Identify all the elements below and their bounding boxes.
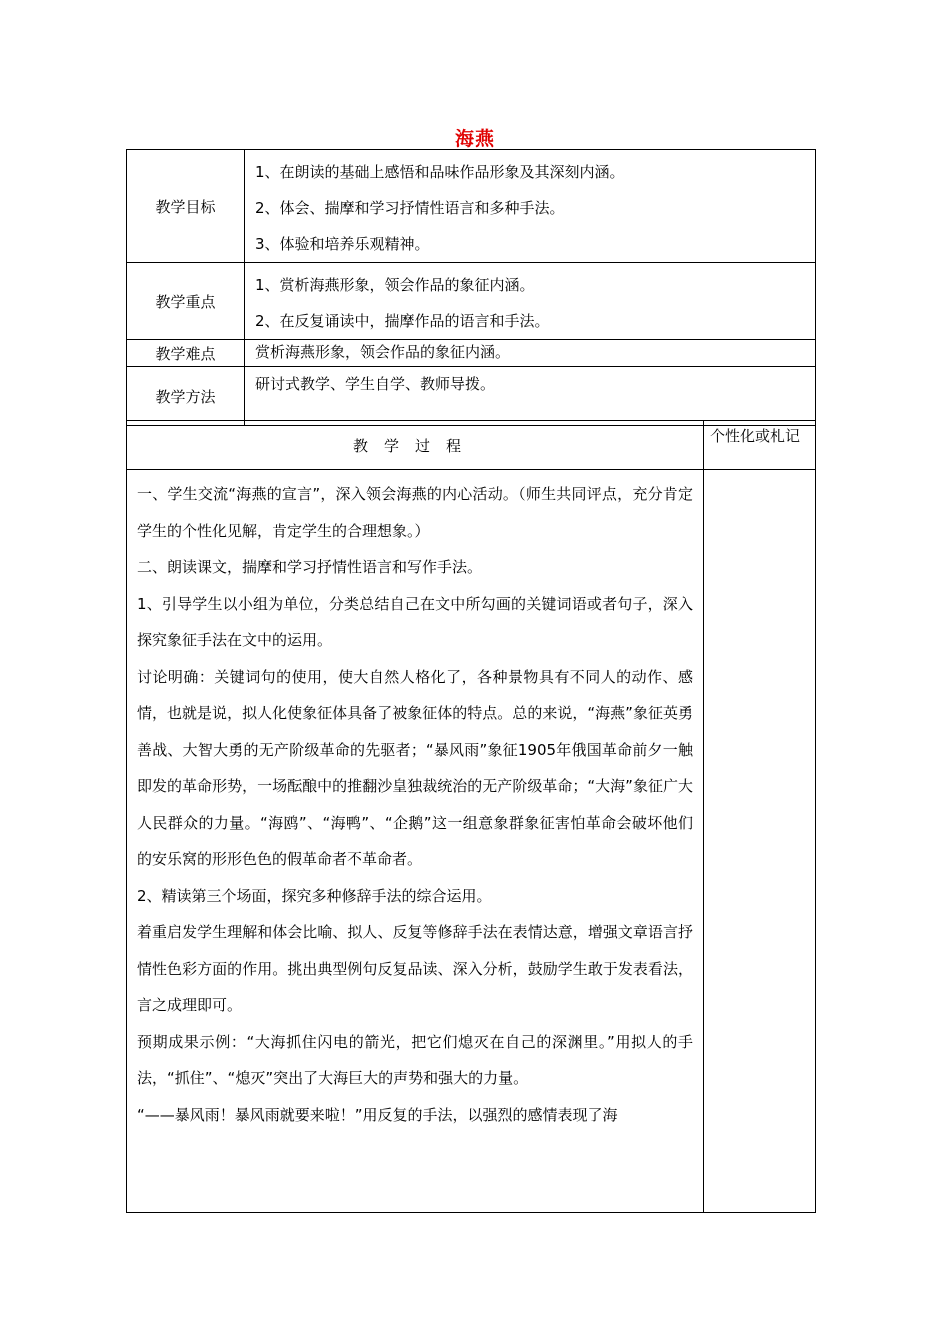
table-row [127, 470, 816, 1213]
process-body [127, 470, 704, 1213]
objective-line: 2、体会、揣摩和学习抒情性语言和多种手法。 [255, 199, 565, 217]
document-title: 海燕 [454, 128, 495, 150]
objective-line: 1、在朗读的基础上感悟和品味作品形象及其深刻内涵。 [255, 163, 625, 181]
process-paragraph: 一、学生交流“海燕的宣言”，深入领会海燕的内心活动。（师生共同评点，充分肯定学生的个性化见解，肯定学生的合理想象。） [137, 485, 693, 540]
table-row [127, 263, 816, 340]
notes-header: 个性化或札记 [704, 421, 816, 470]
process-paragraph: 讨论明确：关键词句的使用，使大自然人格化了，各种景物具有不同人的动作、感情，也就是说，拟人化使象征体具备了被象征体的特点。总的来说，“海燕”象征英勇善战、大智大勇的无产阶级革命的先驱者；“暴风雨”象征1905年俄国革命前夕一触即发的革命形势，一场酝酿中的推翻沙皇独裁统治的无产阶级革命；“大海”象征广大人民群众的力量。“海鸥”、“海鸭”、“企鹅”这一组意象群象征害怕革命会破坏他们的安乐窝的形形色色的假革命者不革命者。 [137, 667, 693, 868]
process-header: 教学过程 [127, 421, 704, 470]
process-paragraph: 2、精读第三个场面，探究多种修辞手法的综合运用。 [137, 886, 492, 905]
row-label-key-points: 教学重点 [127, 263, 245, 340]
process-paragraph: “——暴风雨！暴风雨就要来啦！”用反复的手法，以强烈的感情表现了海 [137, 1105, 618, 1124]
row-label-difficulties: 教学难点 [127, 340, 245, 367]
key-point-line: 1、赏析海燕形象，领会作品的象征内涵。 [255, 276, 535, 294]
objective-line: 3、体验和培养乐观精神。 [255, 235, 430, 253]
key-points-content [245, 263, 816, 340]
process-paragraph: 1、引导学生以小组为单位，分类总结自己在文中所勾画的关键词语或者句子，深入探究象征手法在文中的运用。 [137, 594, 693, 649]
table-row [127, 421, 816, 470]
process-paragraph: 二、朗读课文，揣摩和学习抒情性语言和写作手法。 [137, 558, 483, 576]
table-row [127, 340, 816, 367]
row-label-objectives: 教学目标 [127, 150, 245, 263]
process-paragraph: 着重启发学生理解和体会比喻、拟人、反复等修辞手法在表情达意，增强文章语言抒情性色彩方面的作用。挑出典型例句反复品读、深入分析，鼓励学生敢于发表看法，言之成理即可。 [137, 923, 693, 1014]
process-paragraph: 预期成果示例：“大海抓住闪电的箭光，把它们熄灭在自己的深渊里。”用拟人的手法，“抓住”、“熄灭”突出了大海巨大的声势和强大的力量。 [137, 1032, 693, 1087]
row-label-methods: 教学方法 [127, 367, 245, 426]
difficulties-content [245, 340, 816, 367]
table-row [127, 367, 816, 426]
method-line: 研讨式教学、学生自学、教师导拨。 [255, 375, 496, 393]
lesson-info-table [126, 149, 816, 426]
teaching-process-table [126, 420, 816, 1213]
difficulty-line: 赏析海燕形象，领会作品的象征内涵。 [255, 343, 511, 361]
table-row [127, 150, 816, 263]
methods-content [245, 367, 816, 426]
objectives-content [245, 150, 816, 263]
key-point-line: 2、在反复诵读中，揣摩作品的语言和手法。 [255, 312, 550, 330]
notes-column [704, 470, 816, 1213]
